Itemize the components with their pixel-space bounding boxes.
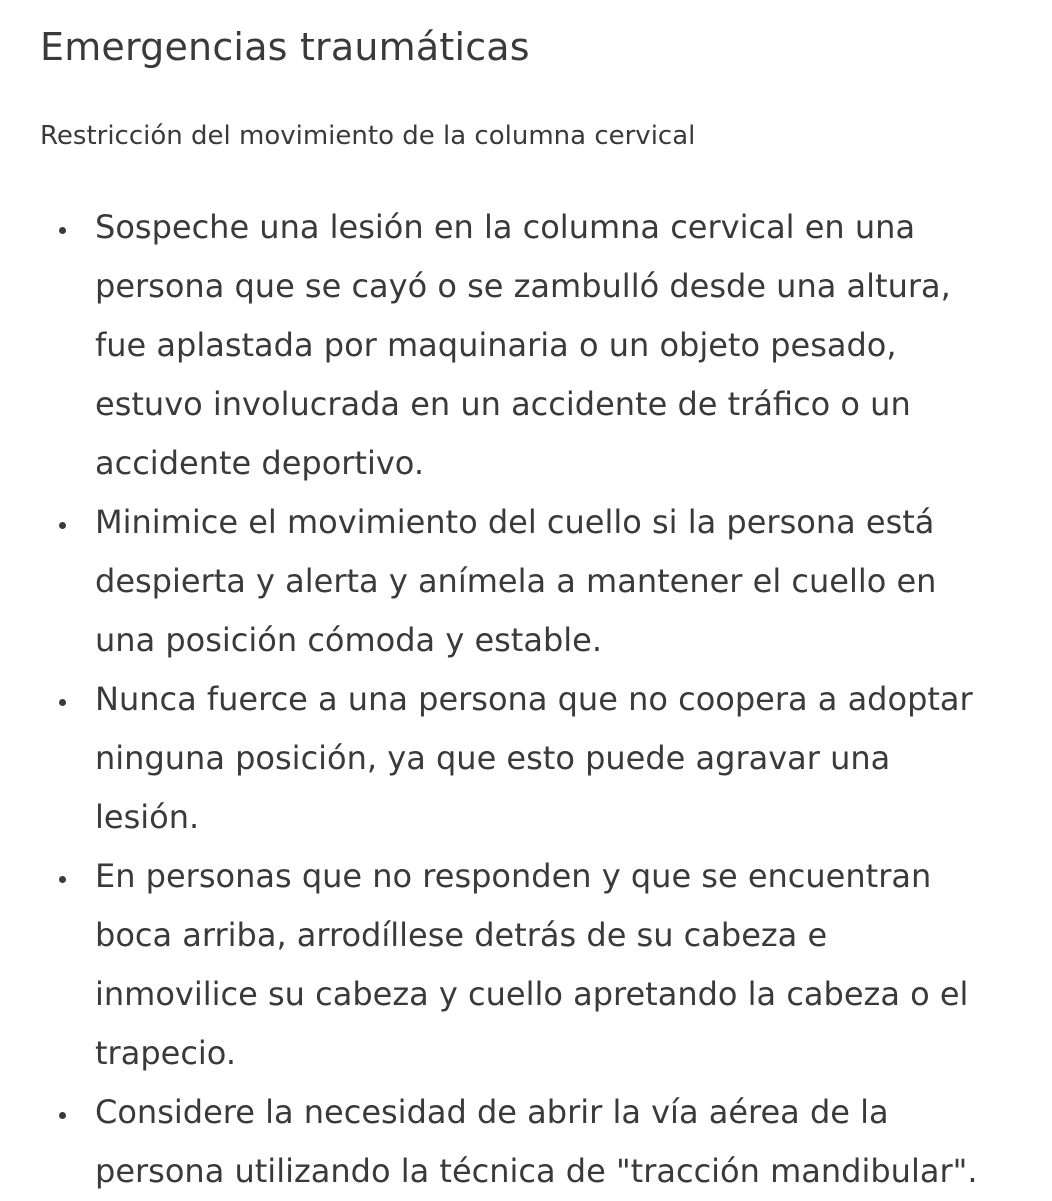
- bullet-text-line: estuvo involucrada en un accidente de tráfico o un: [95, 385, 911, 423]
- page-title: Emergencias traumáticas: [40, 25, 530, 69]
- bullet-text-line: una posición cómoda y estable.: [95, 621, 603, 659]
- bullet-dot-icon: [59, 227, 66, 234]
- bullet-item: [56, 493, 1026, 670]
- bullet-text-line: Considere la necesidad de abrir la vía aérea de la: [95, 1093, 889, 1131]
- bullet-item: [56, 1083, 1026, 1201]
- section-subtitle: Restricción del movimiento de la columna cervical: [40, 121, 696, 151]
- bullet-item: [56, 847, 1026, 1083]
- bullet-dot-icon: [59, 1112, 66, 1119]
- bullet-dot-icon: [59, 522, 66, 529]
- bullet-text-line: despierta y alerta y anímela a mantener el cuello en: [95, 562, 937, 600]
- bullet-list: [56, 198, 1026, 1201]
- bullet-text-line: inmovilice su cabeza y cuello apretando la cabeza o el: [95, 975, 969, 1013]
- bullet-dot-icon: [59, 699, 66, 706]
- bullet-text-line: Minimice el movimiento del cuello si la persona está: [95, 503, 935, 541]
- bullet-text-line: persona que se cayó o se zambulló desde una altura,: [95, 267, 951, 305]
- bullet-text-line: En personas que no responden y que se encuentran: [95, 857, 932, 895]
- bullet-text-line: fue aplastada por maquinaria o un objeto pesado,: [95, 326, 897, 364]
- bullet-text-line: Sospeche una lesión en la columna cervical en una: [95, 208, 916, 246]
- bullet-item: [56, 670, 1026, 847]
- bullet-dot-icon: [59, 876, 66, 883]
- bullet-text-line: persona utilizando la técnica de "tracción mandibular".: [95, 1152, 978, 1190]
- bullet-text-line: boca arriba, arrodíllese detrás de su cabeza e: [95, 916, 828, 954]
- bullet-item: [56, 198, 1026, 493]
- bullet-text-line: ninguna posición, ya que esto puede agravar una: [95, 739, 891, 777]
- bullet-text-line: Nunca fuerce a una persona que no coopera a adoptar: [95, 680, 973, 718]
- bullet-text-line: accidente deportivo.: [95, 444, 424, 482]
- bullet-text-line: trapecio.: [95, 1034, 236, 1072]
- bullet-text-line: lesión.: [95, 798, 200, 836]
